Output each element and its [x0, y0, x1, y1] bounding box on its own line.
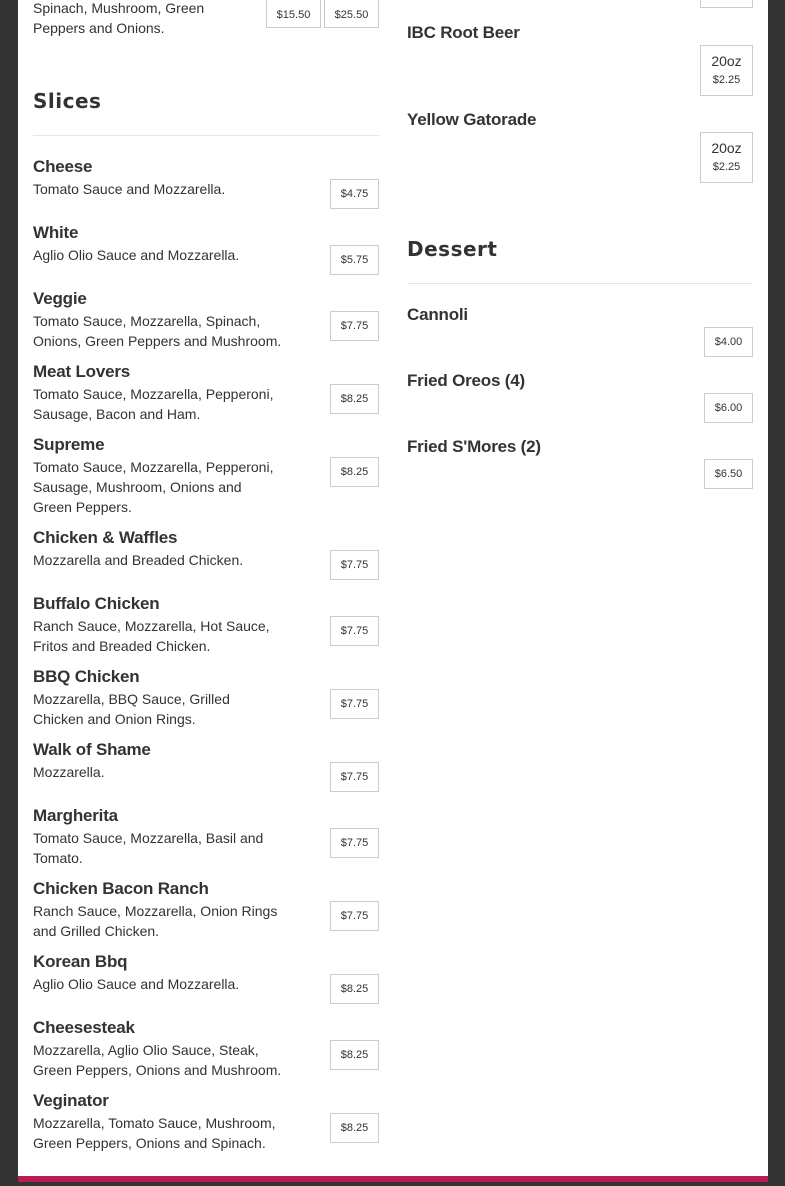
size-price-button[interactable] [700, 45, 753, 96]
item-description: Tomato Sauce, Mozzarella, Pepperoni, Sausage, Bacon and Ham. [33, 386, 274, 422]
item-name: Veggie [33, 289, 87, 308]
price-button[interactable]: $8.25 [330, 1040, 379, 1070]
item-name: Meat Lovers [33, 362, 131, 381]
price-button[interactable]: $7.75 [330, 828, 379, 858]
section-title-slices: Slices [33, 89, 102, 113]
price-button[interactable]: $7.75 [330, 311, 379, 341]
item-name: Chicken & Waffles [33, 528, 178, 547]
price-label: $15.50 [276, 9, 311, 21]
section-divider [407, 283, 753, 284]
menu-panel [18, 0, 768, 1176]
item-description: Aglio Olio Sauce and Mozzarella. [33, 976, 240, 992]
price-button[interactable]: $6.00 [704, 393, 753, 423]
item-description: Ranch Sauce, Mozzarella, Hot Sauce, Fritos and Breaded Chicken. [33, 618, 270, 654]
item-description: Mozzarella, BBQ Sauce, Grilled Chicken and Onion Rings. [33, 691, 230, 727]
price-label: $25.50 [334, 9, 369, 21]
item-name: Fried Oreos (4) [407, 371, 525, 390]
price-button[interactable]: $8.25 [330, 384, 379, 414]
size-label: 20oz [711, 140, 742, 156]
section-title-dessert: Dessert [407, 237, 498, 261]
item-name: Cheese [33, 157, 93, 176]
item-description: Tomato Sauce and Mozzarella. [33, 181, 226, 197]
price-button[interactable]: $8.25 [330, 1113, 379, 1143]
item-name: Cheesesteak [33, 1018, 135, 1037]
item-name: IBC Root Beer [407, 23, 520, 42]
item-name: Fried S'Mores (2) [407, 437, 541, 456]
price-button[interactable]: $6.50 [704, 459, 753, 489]
price-label: $2.25 [712, 74, 741, 86]
size-label: 20oz [711, 53, 742, 69]
pizza-price-button[interactable] [266, 0, 321, 28]
size-price-button[interactable] [700, 132, 753, 183]
pizza-price-button[interactable] [324, 0, 379, 28]
item-name: Veginator [33, 1091, 109, 1110]
item-description: Tomato Sauce, Mozzarella, Basil and Tomato. [33, 830, 264, 866]
size-price-button-partial[interactable] [700, 0, 753, 8]
footer-accent-bar [18, 1176, 768, 1182]
item-description: Mozzarella and Breaded Chicken. [33, 552, 244, 568]
price-button[interactable]: $7.75 [330, 762, 379, 792]
price-button[interactable]: $7.75 [330, 616, 379, 646]
price-label: $2.25 [712, 161, 741, 173]
item-name: Supreme [33, 435, 105, 454]
item-description: Ranch Sauce, Mozzarella, Onion Rings and Grilled Chicken. [33, 903, 278, 939]
item-description: Mozzarella, Aglio Olio Sauce, Steak, Green Peppers, Onions and Mushroom. [33, 1042, 282, 1078]
item-description: Mozzarella. [33, 764, 105, 780]
item-name: Walk of Shame [33, 740, 151, 759]
price-button[interactable]: $4.00 [704, 327, 753, 357]
item-description: Aglio Olio Sauce and Mozzarella. [33, 247, 240, 263]
item-name: Chicken Bacon Ranch [33, 879, 209, 898]
item-name: Margherita [33, 806, 118, 825]
item-name: Cannoli [407, 305, 468, 324]
item-name: BBQ Chicken [33, 667, 140, 686]
item-name: Buffalo Chicken [33, 594, 160, 613]
price-button[interactable]: $7.75 [330, 550, 379, 580]
item-name: White [33, 223, 79, 242]
price-button[interactable]: $5.75 [330, 245, 379, 275]
price-button[interactable]: $4.75 [330, 179, 379, 209]
pizza-item-description: Spinach, Mushroom, Green Peppers and Onions. [33, 0, 205, 36]
item-description: Tomato Sauce, Mozzarella, Spinach, Onions, Green Peppers and Mushroom. [33, 313, 282, 349]
section-divider [33, 135, 379, 136]
price-button[interactable]: $8.25 [330, 457, 379, 487]
price-button[interactable]: $7.75 [330, 689, 379, 719]
item-description: Tomato Sauce, Mozzarella, Pepperoni, Sausage, Mushroom, Onions and Green Peppers. [33, 459, 274, 515]
price-button[interactable]: $7.75 [330, 901, 379, 931]
price-button[interactable]: $8.25 [330, 974, 379, 1004]
item-description: Mozzarella, Tomato Sauce, Mushroom, Green Peppers, Onions and Spinach. [33, 1115, 276, 1151]
item-name: Yellow Gatorade [407, 110, 537, 129]
item-name: Korean Bbq [33, 952, 128, 971]
